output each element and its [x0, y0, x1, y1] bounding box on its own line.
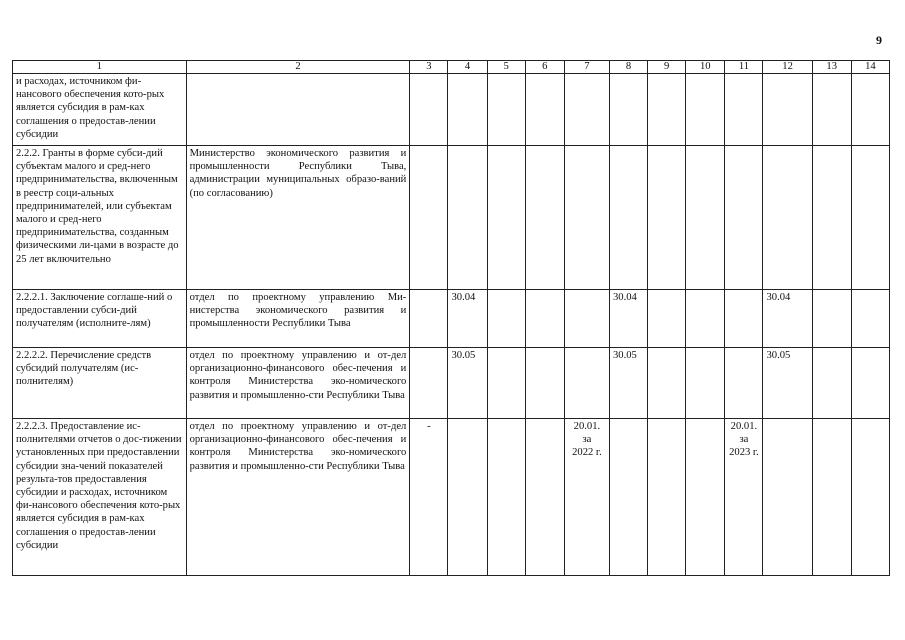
empty-cell [851, 290, 889, 348]
period-cell: 30.05 [448, 348, 487, 419]
empty-cell [525, 348, 564, 419]
activity-cell: 2.2.2.1. Заключение соглаше-ний о предоставлении субси-дий получателям (исполните-лям) [13, 290, 187, 348]
empty-cell [812, 146, 851, 290]
empty-cell [648, 146, 686, 290]
empty-cell [525, 74, 564, 146]
period-cell: 30.04 [448, 290, 487, 348]
empty-cell [851, 419, 889, 576]
column-header: 3 [410, 61, 448, 74]
empty-cell [686, 146, 725, 290]
column-header: 11 [725, 61, 763, 74]
activity-cell: 2.2.2.2. Перечисление средств субсидий получателям (ис-полнителям) [13, 348, 187, 419]
table-row [13, 74, 890, 146]
column-header: 4 [448, 61, 487, 74]
period-cell [725, 290, 763, 348]
period-cell: 30.05 [609, 348, 647, 419]
period-cell: 20.01. за 2023 г. [725, 419, 763, 576]
empty-cell [487, 146, 525, 290]
period-cell [448, 419, 487, 576]
period-cell [609, 419, 647, 576]
empty-cell [686, 419, 725, 576]
empty-cell [686, 290, 725, 348]
period-cell: 30.05 [763, 348, 812, 419]
period-cell [410, 146, 448, 290]
table-row [13, 146, 890, 290]
executor-cell [186, 74, 410, 146]
column-header: 2 [186, 61, 410, 74]
period-cell [410, 290, 448, 348]
column-header: 1 [13, 61, 187, 74]
page-number: 9 [876, 33, 882, 47]
empty-cell [648, 419, 686, 576]
column-header: 14 [851, 61, 889, 74]
activity-cell: 2.2.2. Гранты в форме субси-дий субъектам малого и сред-него предпринимательства, включенным в реестр соци-альных предпринимателей, или субъектам малого и сред-него предпринимательства, созданным физическими ли-цами в возрасте до 25 лет включительно [13, 146, 187, 290]
period-cell: 30.04 [763, 290, 812, 348]
period-cell [609, 74, 647, 146]
executor-cell: отдел по проектному управлению Ми-нистерства экономического развития и промышленности Республики Тыва [186, 290, 410, 348]
period-cell [448, 74, 487, 146]
period-cell [725, 348, 763, 419]
table-row [13, 348, 890, 419]
plan-table-body [13, 61, 890, 576]
period-cell [564, 146, 609, 290]
period-cell: 20.01. за 2022 г. [564, 419, 609, 576]
empty-cell [812, 419, 851, 576]
column-header: 5 [487, 61, 525, 74]
period-cell: 30.04 [609, 290, 647, 348]
empty-cell [812, 348, 851, 419]
empty-cell [487, 290, 525, 348]
column-header: 9 [648, 61, 686, 74]
column-number-row [13, 61, 890, 74]
column-header: 13 [812, 61, 851, 74]
empty-cell [525, 146, 564, 290]
column-header: 7 [564, 61, 609, 74]
empty-cell [851, 348, 889, 419]
empty-cell [525, 290, 564, 348]
period-cell [448, 146, 487, 290]
period-cell [725, 74, 763, 146]
empty-cell [487, 348, 525, 419]
activity-cell: 2.2.2.3. Предоставление ис-полнителями отчетов о дос-тижении установленных при предоставлении субсидии зна-чений показателей результа-тов предоставления субсидии и расходах, источником фи-нансового обеспечения кото-рых является субсидия в рам-ках соглашения о предостав-лении субсидии [13, 419, 187, 576]
column-header: 6 [525, 61, 564, 74]
period-cell [564, 348, 609, 419]
table-row [13, 419, 890, 576]
table-row [13, 290, 890, 348]
empty-cell [648, 74, 686, 146]
empty-cell [487, 419, 525, 576]
period-cell [763, 74, 812, 146]
executor-cell: отдел по проектному управлению и от-дел организационно-финансового обес-печения и контроля Министерства эко-номического развития и промышленно-сти Республики Тыва [186, 419, 410, 576]
empty-cell [812, 290, 851, 348]
empty-cell [686, 74, 725, 146]
period-cell: - [410, 419, 448, 576]
column-header: 8 [609, 61, 647, 74]
empty-cell [525, 419, 564, 576]
activity-cell: и расходах, источником фи-нансового обеспечения кото-рых является субсидия в рам-ках соглашения о предостав-лении субсидии [13, 74, 187, 146]
period-cell [609, 146, 647, 290]
empty-cell [487, 74, 525, 146]
period-cell [725, 146, 763, 290]
executor-cell: Министерство экономического развития и промышленности Республики Тыва, администрации муниципальных образо-ваний (по согласованию) [186, 146, 410, 290]
period-cell [564, 74, 609, 146]
empty-cell [851, 74, 889, 146]
period-cell [763, 146, 812, 290]
period-cell [410, 348, 448, 419]
empty-cell [851, 146, 889, 290]
period-cell [410, 74, 448, 146]
period-cell [763, 419, 812, 576]
column-header: 12 [763, 61, 812, 74]
empty-cell [648, 348, 686, 419]
period-cell [564, 290, 609, 348]
empty-cell [648, 290, 686, 348]
executor-cell: отдел по проектному управлению и от-дел организационно-финансового обес-печения и контроля Министерства эко-номического развития и промышленно-сти Республики Тыва [186, 348, 410, 419]
empty-cell [812, 74, 851, 146]
empty-cell [686, 348, 725, 419]
plan-table [12, 60, 890, 576]
column-header: 10 [686, 61, 725, 74]
